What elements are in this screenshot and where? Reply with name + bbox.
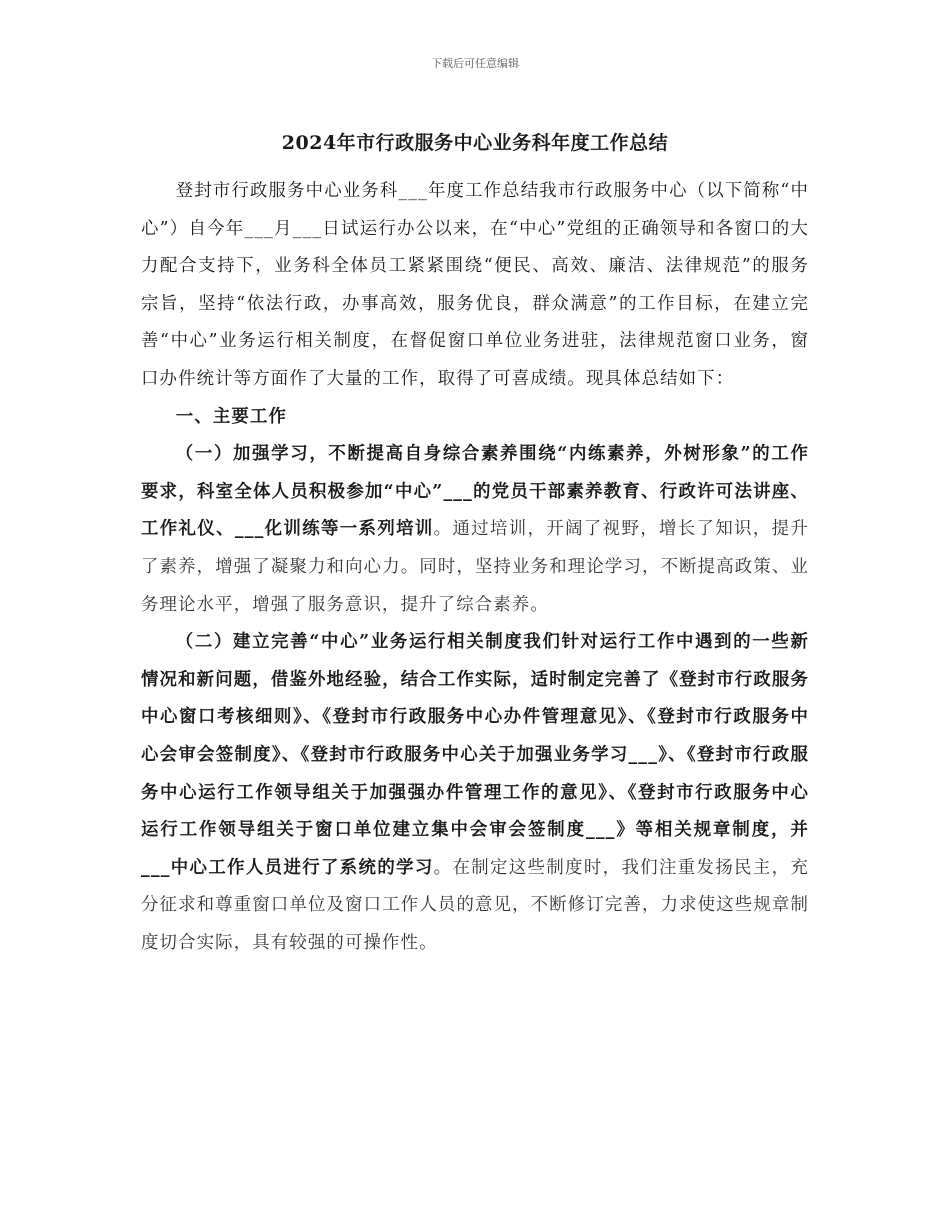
item-1-text: 。通过培训，开阔了视野，增长了知识，提升了素养，增强了凝聚力和向心力。同时，坚持业务和理论学习，不断提高政策、业务理论水平，增强了服务意识，提升了综合素养。 (141, 519, 809, 615)
item-1-paragraph (141, 436, 809, 624)
document-body (141, 173, 809, 962)
item-1-heading: （一）加强学习，不断提高自身综合素养围绕“内练素养，外树形象”的工作要求，科室全体人员积极参加“中心”___的党员干部素养教育、行政许可法讲座、工作礼仪、___化训练等一系列培训 (141, 444, 809, 540)
section-heading: 一、主要工作 (175, 406, 288, 427)
item-2-heading: （二）建立完善“中心”业务运行相关制度我们针对运行工作中遇到的一些新情况和新问题，借鉴外地经验，结合工作实际，适时制定完善了《登封市行政服务中心窗口考核细则》、《登封市行政服务中心办件管理意见》、《登封市行政服务中心会审会签制度》、《登封市行政服务中心关于加强业务学习___》、《登封市行政服务中心运行工作领导组关于加强强办件管理工作的意见》、《登封市行政服务中心运行工作领导组关于窗口单位建立集中会审会签制度___》等相关规章制度，并___中心工作人员进行了系统的学习 (141, 632, 809, 878)
document-title: 2024年市行政服务中心业务科年度工作总结 (281, 132, 669, 154)
item-2-text: 。在制定这些制度时，我们注重发扬民主，充分征求和尊重窗口单位及窗口工作人员的意见，不断修订完善，力求使这些规章制度切合实际，具有较强的可操作性。 (141, 857, 809, 953)
item-2-paragraph (141, 624, 809, 962)
intro-paragraph: 登封市行政服务中心业务科___年度工作总结我市行政服务中心（以下简称“中心”）自今年___月___日试运行办公以来，在“中心”党组的正确领导和各窗口的大力配合支持下，业务科全体员工紧紧围绕“便民、高效、廉洁、法律规范”的服务宗旨，坚持“依法行政，办事高效，服务优良，群众满意”的工作目标，在建立完善“中心”业务运行相关制度，在督促窗口单位业务进驻，法律规范窗口业务，窗口办件统计等方面作了大量的工作，取得了可喜成绩。现具体总结如下： (141, 181, 809, 389)
header-note: 下载后可任意编辑 (431, 57, 519, 70)
